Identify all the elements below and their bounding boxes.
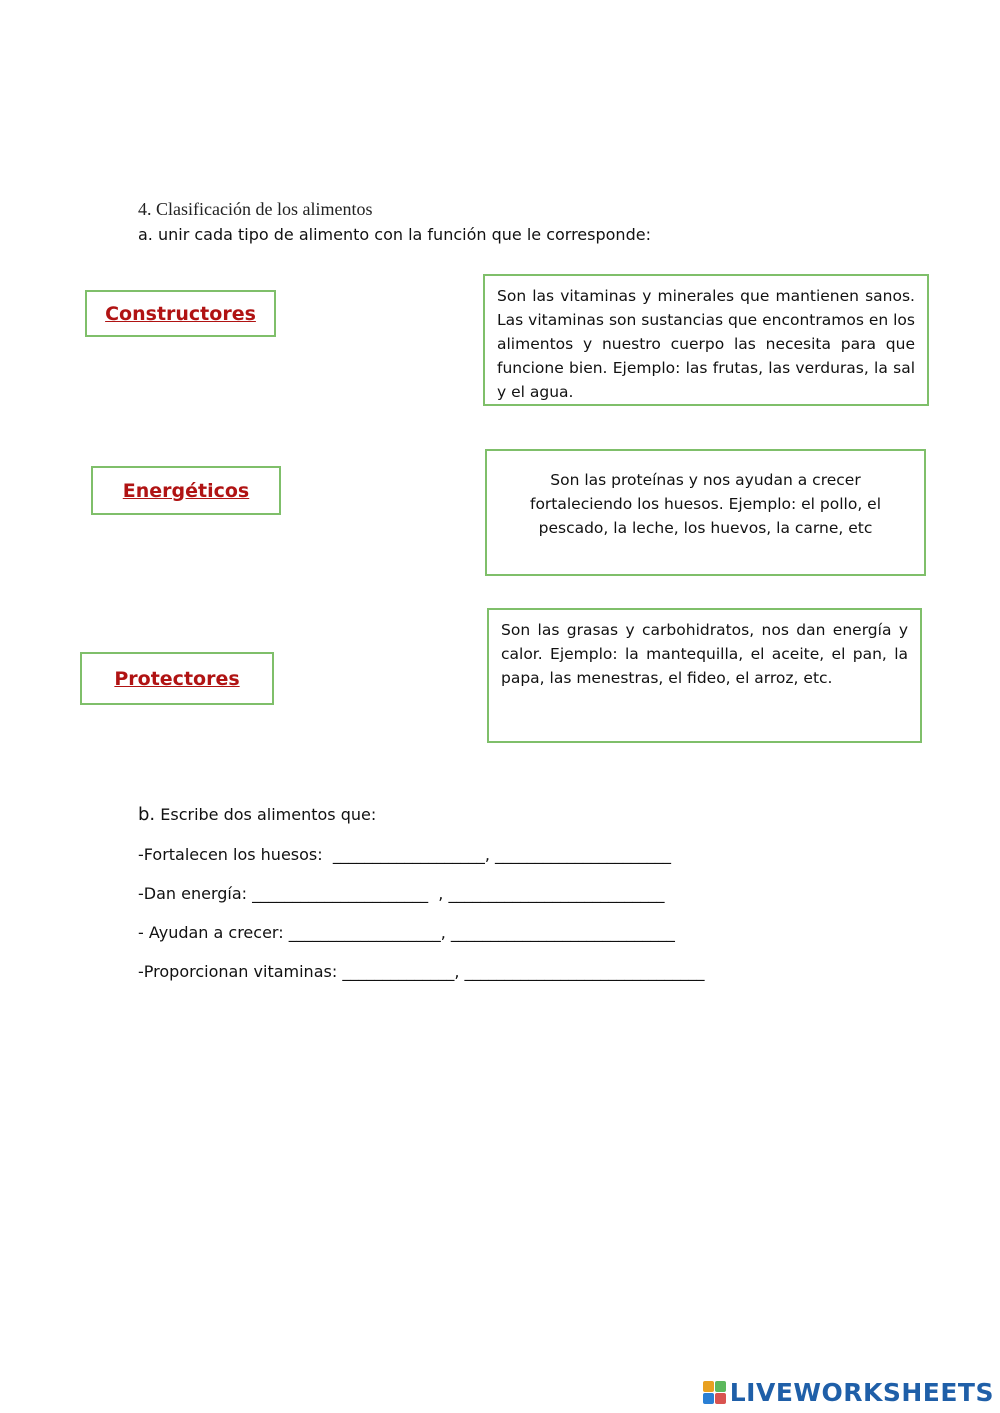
logo-text: LIVEWORKSHEETS xyxy=(729,1378,994,1407)
part-b-prompt-text: Escribe dos alimentos que: xyxy=(160,805,377,824)
category-label: Energéticos xyxy=(122,479,250,502)
description-text: Son las grasas y carbohidratos, nos dan energía y calor. Ejemplo: la mantequilla, el aceite, el pan, la papa, las menestras, el fideo, el arroz, etc. xyxy=(501,621,908,687)
part-b-letter: b. xyxy=(138,804,156,825)
answer-line-vitaminas[interactable]: -Proporcionan vitaminas: ______________, ______________________________ xyxy=(138,962,705,981)
description-box-grasas[interactable] xyxy=(487,608,922,743)
answer-line-huesos[interactable]: -Fortalecen los huesos: ___________________, ______________________ xyxy=(138,845,671,864)
part-b-prompt xyxy=(138,804,376,825)
category-box-protectores[interactable] xyxy=(80,652,274,705)
category-label: Protectores xyxy=(114,667,240,690)
answer-line-energia[interactable]: -Dan energía: ______________________ , ___________________________ xyxy=(138,884,665,903)
section-title: 4. Clasificación de los alimentos xyxy=(138,199,373,219)
instruction-a: a. unir cada tipo de alimento con la función que le corresponde: xyxy=(138,225,651,244)
category-box-energeticos[interactable] xyxy=(91,466,281,515)
logo-mark-icon xyxy=(703,1381,726,1404)
description-box-vitaminas[interactable] xyxy=(483,274,929,406)
description-text: Son las vitaminas y minerales que mantienen sanos. Las vitaminas son sustancias que encontramos en los alimentos y nuestro cuerpo las necesita para que funcione bien. Ejemplo: las frutas, las verduras, la sal y el agua. xyxy=(497,287,915,401)
category-box-constructores[interactable] xyxy=(85,290,276,337)
answer-line-crecer[interactable]: - Ayudan a crecer: ___________________, ____________________________ xyxy=(138,923,675,942)
liveworksheets-logo xyxy=(703,1378,994,1407)
description-box-proteinas[interactable] xyxy=(485,449,926,576)
description-text: Son las proteínas y nos ayudan a crecer fortaleciendo los huesos. Ejemplo: el pollo, el pescado, la leche, los huevos, la carne, etc xyxy=(529,471,882,537)
category-label: Constructores xyxy=(105,302,256,325)
